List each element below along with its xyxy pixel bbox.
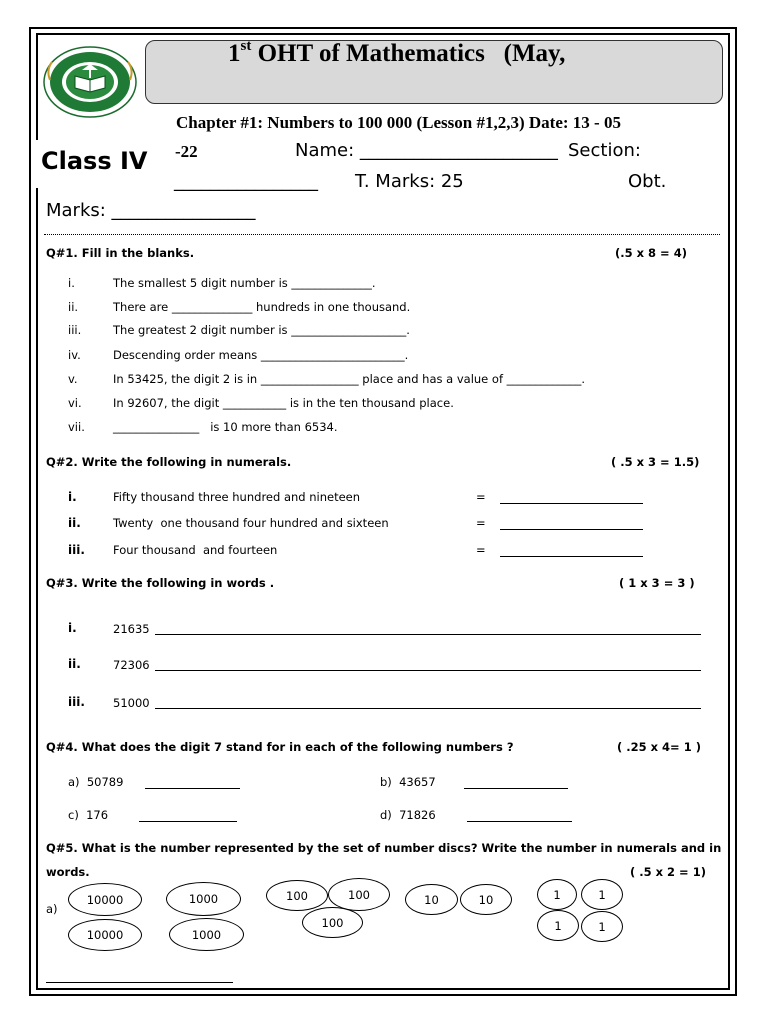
q5-title-cont: words. [46, 865, 90, 879]
obtained-label: Obt. [628, 171, 667, 192]
total-marks: T. Marks: 25 [355, 171, 464, 192]
q1-item-num: iii. [68, 323, 82, 337]
q5-part-label: a) [46, 902, 58, 916]
q4-title: Q#4. What does the digit 7 stand for in each of the following numbers ? [46, 740, 514, 754]
answer-line[interactable] [155, 670, 701, 671]
q1-item-text[interactable]: Descending order means _________________________. [113, 348, 409, 362]
q3-marks: ( 1 x 3 = 3 ) [619, 576, 695, 590]
answer-line[interactable] [464, 788, 568, 789]
page-title: 1st OHT of Mathematics (May, [228, 38, 566, 67]
number-disc: 100 [328, 878, 390, 911]
q2-item-text: Twenty one thousand four hundred and sixteen [113, 516, 389, 530]
q1-item-text[interactable]: The greatest 2 digit number is ____________________. [113, 323, 410, 337]
q3-item-number: 72306 [113, 658, 150, 672]
q1-item-num: ii. [68, 300, 79, 314]
section-field[interactable]: ________________ [174, 171, 318, 192]
q3-item-num: i. [68, 621, 77, 635]
header-divider [44, 234, 720, 235]
q4-item: c) 176 [68, 808, 109, 822]
answer-line[interactable] [500, 529, 643, 530]
q2-item-num: i. [68, 490, 77, 504]
q2-item-num: ii. [68, 516, 81, 530]
answer-line[interactable] [139, 821, 237, 822]
number-disc: 100 [266, 880, 328, 911]
q5-title: Q#5. What is the number represented by the set of number discs? Write the number in numerals and in [46, 841, 722, 855]
q2-item-text: Fifty thousand three hundred and nineteen [113, 490, 361, 504]
number-disc: 10000 [68, 883, 142, 916]
equals-sign: = [476, 543, 486, 557]
q4-marks: ( .25 x 4= 1 ) [617, 740, 701, 754]
date-continuation: -22 [175, 142, 198, 161]
q4-item: b) 43657 [380, 775, 436, 789]
equals-sign: = [476, 490, 486, 504]
answer-line[interactable] [155, 634, 701, 635]
q1-item-num: vii. [68, 420, 85, 434]
q1-item-text[interactable]: In 92607, the digit ___________ is in the ten thousand place. [113, 396, 454, 410]
name-field[interactable]: Name: ______________________ [295, 140, 558, 161]
section-label: Section: [568, 140, 641, 161]
q1-item-num: vi. [68, 396, 82, 410]
q3-item-num: iii. [68, 695, 85, 709]
class-label: Class IV [41, 147, 148, 175]
q2-item-text: Four thousand and fourteen [113, 543, 278, 557]
q1-item-num: iv. [68, 348, 81, 362]
q3-item-num: ii. [68, 657, 81, 671]
q2-title: Q#2. Write the following in numerals. [46, 455, 292, 469]
q5-marks: ( .5 x 2 = 1) [630, 865, 706, 879]
answer-line[interactable] [46, 982, 233, 983]
q4-item: a) 50789 [68, 775, 124, 789]
number-disc: 1 [537, 879, 577, 910]
q1-item-text[interactable]: _______________ is 10 more than 6534. [113, 420, 338, 434]
number-disc: 100 [302, 907, 363, 938]
number-disc: 1 [581, 879, 623, 910]
q1-item-text[interactable]: In 53425, the digit 2 is in _________________ place and has a value of _____________. [113, 372, 586, 386]
number-disc: 1000 [169, 918, 244, 951]
q1-item-text[interactable]: There are ______________ hundreds in one thousand. [113, 300, 411, 314]
school-logo [42, 46, 138, 118]
q3-title: Q#3. Write the following in words . [46, 576, 275, 590]
q1-item-text[interactable]: The smallest 5 digit number is ______________. [113, 276, 376, 290]
number-disc: 1000 [166, 882, 241, 916]
number-disc: 10000 [68, 919, 142, 951]
q1-marks: (.5 x 8 = 4) [615, 246, 687, 260]
q1-title: Q#1. Fill in the blanks. [46, 246, 195, 260]
q2-item-num: iii. [68, 543, 85, 557]
answer-line[interactable] [467, 821, 572, 822]
number-disc: 10 [460, 884, 512, 915]
number-disc: 1 [581, 911, 623, 942]
number-disc: 1 [537, 910, 579, 941]
answer-line[interactable] [155, 708, 701, 709]
answer-line[interactable] [500, 556, 643, 557]
q1-item-num: v. [68, 372, 78, 386]
answer-line[interactable] [145, 788, 240, 789]
equals-sign: = [476, 516, 486, 530]
marks-field[interactable]: Marks: ________________ [46, 200, 256, 221]
q3-item-number: 51000 [113, 696, 150, 710]
q2-marks: ( .5 x 3 = 1.5) [611, 455, 700, 469]
answer-line[interactable] [500, 503, 643, 504]
chapter-line: Chapter #1: Numbers to 100 000 (Lesson #1,2,3) Date: 13 - 05 [176, 113, 621, 132]
q4-item: d) 71826 [380, 808, 436, 822]
q1-item-num: i. [68, 276, 75, 290]
number-disc: 10 [405, 884, 458, 915]
q3-item-number: 21635 [113, 622, 150, 636]
